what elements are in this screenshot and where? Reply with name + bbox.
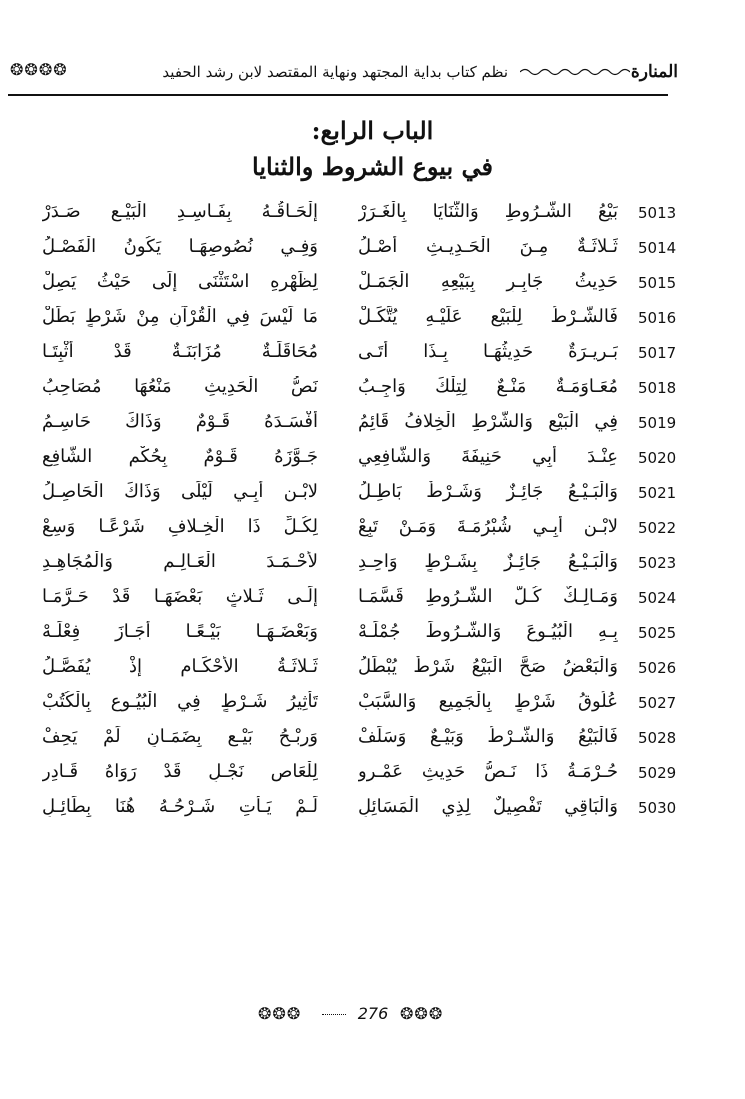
- verse-second-hemistich: نَصُّ الْحَدِيثِ مَنْعُهَا مُصَاحِبُ: [42, 376, 318, 397]
- verse-number: 5019: [638, 414, 677, 432]
- verse-first-hemistich: بِـهِ الْبُيُـوعَ وَالشُّـرُوطَ جُمْلَـهْ: [358, 621, 618, 642]
- ornament-icon: ❂❂❂: [258, 1004, 302, 1023]
- verse-first-hemistich: حُـرْمَـةُ ذَا نَـصُّ حَدِيثِ عَمْـرِو: [358, 761, 618, 782]
- page-footer: [0, 1002, 745, 1032]
- verse-number: 5015: [638, 274, 677, 292]
- verse-first-hemistich: حَدِيثُ جَابِـرٍ بِبَيْعِهِ الْجَمَـلْ: [358, 271, 618, 292]
- verse-number: 5022: [638, 519, 677, 537]
- verse-first-hemistich: ثَـلاثَـةٌ مِـنَ الْحَـدِيـثِ أَصْـلُ: [358, 236, 618, 257]
- verse-row: [30, 653, 690, 688]
- verse-second-hemistich: أَفْسَـدَهُ قَـوْمٌ وَذَاكَ حَاسِـمُ: [42, 411, 318, 432]
- verse-first-hemistich: لابْـنِ أَبِـي شُبْرُمَـةَ وَمَـنْ تَبِعْ: [358, 516, 618, 537]
- verse-first-hemistich: فَالْبَيْعُ وَالشَّـرْطُ وَبَيْـعٌ وَسَلَفْ: [358, 726, 618, 747]
- verse-number: 5024: [638, 589, 677, 607]
- verse-row: [30, 793, 690, 828]
- page-number: 276: [357, 1004, 389, 1023]
- verse-number: 5013: [638, 204, 677, 222]
- verse-number: 5021: [638, 484, 677, 502]
- verse-second-hemistich: جَـوَّزَهُ قَـوْمٌ بِحُكْمِ الشَّافِعِ: [42, 446, 318, 467]
- verse-list: [30, 198, 690, 828]
- verse-row: [30, 583, 690, 618]
- verse-second-hemistich: لِلْعَاصِ نَجْـلِ قَدْ رَوَاهُ قَـادِرِ: [42, 761, 318, 782]
- verse-number: 5020: [638, 449, 677, 467]
- verse-second-hemistich: مَا لَيْسَ فِي الْقُرْآنِ مِنْ شَرْطٍ بَطَلْ: [42, 306, 318, 327]
- verse-second-hemistich: تَأْثِيرُ شَـرْطٍ فِي الْبُيُـوعِ بِالْكُتُبْ: [42, 691, 318, 712]
- verse-number: 5029: [638, 764, 677, 782]
- verse-number: 5018: [638, 379, 677, 397]
- verse-first-hemistich: وَمَـالِـكٌ كُـلَّ الشُّـرُوطِ قَسَّمَـا: [358, 586, 618, 607]
- verse-row: [30, 723, 690, 758]
- verse-first-hemistich: وَالْبَعْضُ صَحَّ الْبَيْعُ شَرْطٌ يُبْطَلُ: [358, 656, 618, 677]
- verse-row: [30, 408, 690, 443]
- verse-second-hemistich: لابْـنِ أَبِـي لَيْلَى وَذَاكَ الْحَاصِـلُ: [42, 481, 318, 502]
- verse-first-hemistich: عُلُوقُ شَرْطٍ بِالْجَمِيعِ وَالسَّبَبْ: [358, 691, 618, 712]
- verse-first-hemistich: وَالْبَـيْـعُ جَائِـزٌ وَشَـرْطٌ بَاطِـلُ: [358, 481, 618, 502]
- header-rule: [8, 94, 668, 96]
- verse-number: 5030: [638, 799, 677, 817]
- book-name: المنارة: [630, 62, 678, 82]
- verse-first-hemistich: فَالشَّـرْطُ لِلْبَيْعِ عَلَيْـهِ يُتَّكَـلْ: [358, 306, 618, 327]
- wave-ornament: [520, 66, 630, 78]
- verse-first-hemistich: فِي الْبَيْعِ وَالشَّرْطِ الْخِلافُ قَائِمُ: [358, 411, 618, 432]
- verse-number: 5027: [638, 694, 677, 712]
- verse-second-hemistich: وَبَعْضَـهَـا بَيْـعًـا أَجَـازَ فِعْلَـهْ: [42, 621, 318, 642]
- verse-second-hemistich: لِكُـلِّ ذَا الْخِـلافِ شَرْعًـا وَسِعْ: [42, 516, 318, 537]
- running-header: [10, 52, 678, 92]
- footer-dash: [322, 1014, 346, 1015]
- verse-number: 5016: [638, 309, 677, 327]
- verse-number: 5023: [638, 554, 677, 572]
- verse-second-hemistich: لِظَهْرِهِ اسْتَثْنَى إِلَى حَيْثُ يَصِلْ: [42, 271, 318, 292]
- running-title: نظم كتاب بداية المجتهد ونهاية المقتصد لابن رشد الحفيد: [162, 63, 508, 81]
- verse-row: [30, 688, 690, 723]
- verse-number: 5014: [638, 239, 677, 257]
- verse-row: [30, 618, 690, 653]
- verse-first-hemistich: وَالْبَاقِي تَفْصِيلٌ لِذِي الْمَسَائِلِ: [358, 796, 618, 817]
- verse-row: [30, 338, 690, 373]
- verse-row: [30, 758, 690, 793]
- verse-second-hemistich: ثَـلاثَـةُ الأَحْكَـامِ إِذْ يُفَصَّـلُ: [42, 656, 318, 677]
- verse-number: 5026: [638, 659, 677, 677]
- verse-number: 5025: [638, 624, 677, 642]
- chapter-heading: [0, 115, 745, 185]
- verse-second-hemistich: مُحَاقَلَـةٌ مُزَابَنَـةٌ قَدْ أُثْبِتَـا: [42, 341, 318, 362]
- verse-second-hemistich: وَفِـي نُصُوصِهَـا يَكُونُ الْفَصْـلُ: [42, 236, 318, 257]
- verse-row: [30, 513, 690, 548]
- verse-row: [30, 268, 690, 303]
- verse-row: [30, 548, 690, 583]
- verse-row: [30, 233, 690, 268]
- verse-number: 5017: [638, 344, 677, 362]
- verse-first-hemistich: بَـرِيـرَةٌ حَدِيثُهَـا بِـذَا أَتَـى: [358, 341, 618, 362]
- ornament-icon: ❂❂❂❂: [10, 60, 68, 79]
- chapter-label: الباب الرابع:: [311, 116, 434, 145]
- verse-number: 5028: [638, 729, 677, 747]
- verse-row: [30, 303, 690, 338]
- verse-row: [30, 443, 690, 478]
- verse-row: [30, 373, 690, 408]
- verse-second-hemistich: إِلَـى ثَـلاثٍ بَعْضَهَـا قَدْ حَـرَّمَـا: [42, 586, 318, 607]
- verse-first-hemistich: بَيْعُ الشُّـرُوطِ وَالثَّنَايَا بِالْغَـرَرْ: [358, 201, 618, 222]
- verse-second-hemistich: لأَحْـمَـدَ الْعَـالِـمِ وَالْمُجَاهِـدِ: [42, 551, 318, 572]
- chapter-title: في بيوع الشروط والثنايا: [252, 152, 493, 181]
- verse-second-hemistich: وَرِبْـحُ بَيْـعٍ بِضَمَـانٍ لَمْ يَحِفْ: [42, 726, 318, 747]
- verse-second-hemistich: إِلْحَـاقُـهُ بِفَـاسِـدِ الْبَيْـعِ صَـدَرْ: [42, 201, 318, 222]
- verse-first-hemistich: مُعَـاوَمَـةٌ مَنْـعٌ لِتِلْكَ وَاجِـبُ: [358, 376, 618, 397]
- verse-first-hemistich: وَالْبَـيْـعُ جَائِـزٌ بِشَـرْطٍ وَاحِـدِ: [358, 551, 618, 572]
- verse-row: [30, 198, 690, 233]
- verse-first-hemistich: عِنْـدَ أَبِي حَنِيفَةَ وَالشَّافِعِي: [358, 446, 618, 467]
- ornament-icon: ❂❂❂: [400, 1004, 444, 1023]
- verse-row: [30, 478, 690, 513]
- verse-second-hemistich: لَـمْ يَـأْتِ شَـرْحُـهُ هُنَا بِطَائِـلِ: [42, 796, 318, 817]
